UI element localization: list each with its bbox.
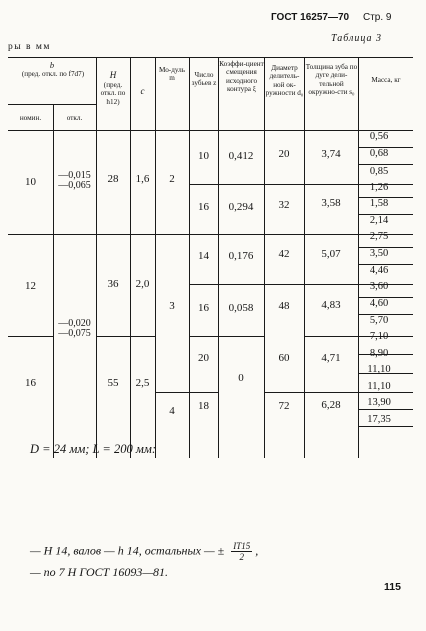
- cell-z-5: 20: [198, 352, 209, 364]
- cell-shift-3: 0,176: [228, 250, 254, 262]
- cell-mass-1: 0,56: [369, 131, 389, 142]
- cell-mass-2: 0,68: [369, 148, 389, 159]
- col-sep-1: [53, 104, 54, 458]
- cell-mass-17: 13,90: [367, 397, 391, 408]
- cell-d0-2: 32: [278, 199, 290, 211]
- tolerance-end: ,: [255, 543, 259, 558]
- cell-nominal-10: 10: [25, 176, 36, 188]
- header-c: c: [140, 86, 145, 96]
- header-nominal: номин.: [19, 114, 42, 122]
- cell-mass-9: 4,46: [369, 265, 389, 276]
- cell-h-55: 55: [107, 377, 119, 389]
- cell-z-1: 10: [198, 150, 209, 162]
- cell-d0-6: 72: [278, 400, 290, 412]
- group-rule-hc-2: [96, 336, 155, 337]
- header-teeth: Число зубьев z: [191, 71, 217, 88]
- cell-d0-5: 60: [278, 352, 290, 364]
- cell-d0-3: 42: [278, 248, 290, 260]
- cell-mass-5: 1,58: [369, 198, 389, 209]
- cell-mass-15: 11,10: [367, 364, 391, 375]
- cell-dev-upper-10: —0,015: [58, 170, 91, 181]
- row-rule-5: [189, 392, 218, 393]
- header-b-subrule: [8, 104, 96, 105]
- cell-mass-8: 3,50: [369, 248, 389, 259]
- cell-nominal-12: 12: [25, 280, 36, 292]
- header-bottom-rule: [8, 130, 413, 131]
- cell-mass-3: 0,85: [369, 166, 389, 177]
- group-rule-nominal-2: [8, 336, 53, 337]
- cell-s0-2: 3,58: [321, 197, 341, 209]
- group-rule-module-3: [155, 392, 189, 393]
- cell-s0-4: 4,83: [321, 299, 341, 311]
- header-shift: Коэффи-циент смещения исходного контура ξ: [219, 60, 264, 93]
- mass-tick-15: [358, 392, 413, 393]
- header-h: H: [109, 70, 117, 80]
- dimensions-note: D = 24 мм; L = 200 мм:: [30, 442, 156, 456]
- header-h-sub: (пред. откл. по h12): [100, 81, 126, 106]
- col-sep-9: [358, 57, 359, 458]
- header-deviation: откл.: [66, 114, 83, 122]
- col-sep-2: [96, 57, 97, 458]
- col-sep-4: [155, 57, 156, 458]
- row-rule-4b: [304, 336, 358, 337]
- group-rule-nominal-1: [8, 234, 53, 235]
- cell-mass-12: 5,70: [369, 315, 389, 326]
- cell-dev-lower-10: —0,065: [58, 180, 91, 191]
- row-rule-3: [189, 284, 358, 285]
- cell-c-25: 2,5: [135, 377, 150, 389]
- mass-tick-17: [358, 426, 413, 427]
- cell-z-3: 14: [198, 250, 209, 262]
- cell-mass-10: 3,60: [369, 281, 389, 292]
- table-caption: Таблица 3: [331, 33, 382, 44]
- cell-mass-7: 2,75: [369, 231, 389, 242]
- cell-mass-16: 11,10: [367, 381, 391, 392]
- tolerance-fraction-numerator: IT15: [233, 541, 251, 551]
- cell-mass-11: 4,60: [369, 298, 389, 309]
- tolerance-note: [30, 541, 258, 562]
- group-rule-dev-1: [53, 234, 96, 235]
- cell-shift-1: 0,412: [228, 150, 254, 162]
- mass-tick-16: [358, 409, 413, 410]
- cell-d0-1: 20: [278, 148, 290, 160]
- page-number: 115: [384, 581, 401, 593]
- group-rule-hcm-1: [96, 234, 189, 235]
- cell-mass-4: 1,26: [369, 182, 389, 193]
- cell-z-2: 16: [198, 201, 209, 213]
- cell-mass-13: 7,10: [369, 331, 389, 342]
- cell-d0-4: 48: [278, 300, 290, 312]
- header-pitch-diameter: Диаметр делитель-ной ок-ружности d₀: [265, 64, 304, 97]
- cell-h-28: 28: [107, 173, 119, 185]
- header-tooth-thickness: Толщина зуба по дуге дели-тельной окружно-сти s₀: [305, 63, 358, 96]
- col-sep-3: [130, 57, 131, 458]
- cell-module-3: 3: [169, 300, 175, 312]
- header-b-sub: (пред. откл. по f7d7): [21, 70, 85, 78]
- table-unit-note: ры в мм: [8, 42, 51, 52]
- cell-nominal-16: 16: [25, 377, 36, 389]
- cell-shift-2: 0,294: [228, 201, 254, 213]
- tolerance-fraction: [231, 541, 252, 562]
- cell-z-4: 16: [198, 302, 209, 314]
- cell-module-4: 4: [169, 405, 175, 417]
- header-b: b: [49, 60, 55, 70]
- row-rule-4: [189, 336, 264, 337]
- header-mass: Масса, кг: [371, 76, 401, 84]
- running-header-page-label: Стр. 9: [363, 12, 392, 23]
- table-top-rule: [8, 57, 413, 58]
- cell-shift-5: 0: [238, 372, 244, 384]
- row-rule-1: [189, 184, 358, 185]
- cell-h-36: 36: [107, 278, 119, 290]
- cell-module-2: 2: [169, 173, 175, 185]
- cell-c-16: 1,6: [135, 173, 150, 185]
- cell-shift-4: 0,058: [228, 302, 254, 314]
- cell-c-20: 2,0: [135, 278, 150, 290]
- tolerance-text: — H 14, валов — h 14, остальных — ±: [30, 543, 225, 558]
- cell-s0-6: 6,28: [321, 399, 341, 411]
- cell-s0-5: 4,71: [321, 352, 341, 364]
- cell-dev-lower-shared: —0,075: [58, 328, 91, 339]
- cell-mass-14: 8,90: [369, 348, 389, 359]
- header-module: Мо-дуль m: [159, 66, 185, 83]
- row-rule-5b: [264, 392, 358, 393]
- tolerance-fraction-denominator: 2: [239, 552, 244, 562]
- row-rule-2: [189, 234, 358, 235]
- cell-dev-upper-shared: —0,020: [58, 318, 91, 329]
- cell-z-6: 18: [198, 400, 209, 412]
- cell-mass-18: 17,35: [367, 414, 391, 425]
- standard-reference-note: — по 7 H ГОСТ 16093—81.: [30, 565, 169, 579]
- mass-tick-2: [358, 164, 413, 165]
- cell-s0-3: 5,07: [321, 248, 341, 260]
- cell-s0-1: 3,74: [321, 148, 341, 160]
- cell-mass-6: 2,14: [369, 215, 389, 226]
- running-header-standard: ГОСТ 16257—70: [271, 12, 350, 23]
